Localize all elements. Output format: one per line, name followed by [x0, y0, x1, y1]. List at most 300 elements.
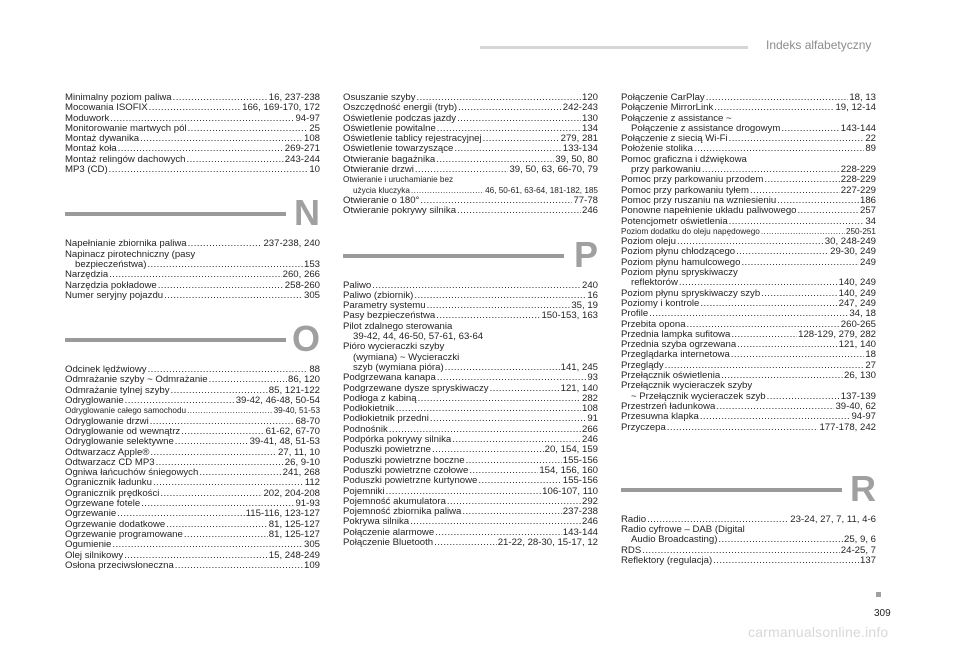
leader-dots: [469, 466, 538, 476]
leader-dots: [164, 291, 303, 301]
leader-dots: [160, 489, 262, 499]
leader-dots: [706, 93, 849, 103]
entry-pages: 77-78: [573, 194, 598, 206]
entry-term: Profile: [621, 308, 649, 320]
entry-term: Połączenie z assistance ~: [621, 112, 732, 124]
entry-pages: 134: [581, 122, 598, 134]
entry-term: RDS: [621, 544, 642, 556]
entry-pages: 237-238, 240: [263, 238, 320, 250]
entry-pages: 240: [581, 279, 598, 291]
leader-dots: [175, 561, 303, 571]
leader-dots: [188, 124, 309, 134]
entry-term: Radio: [621, 513, 647, 525]
letter-rule: [621, 488, 842, 492]
entry-pages: 94-97: [851, 411, 876, 423]
watermark-text: carmanualsonline.info: [748, 624, 889, 640]
leader-dots: [411, 186, 484, 196]
entry-pages: 305: [303, 539, 320, 551]
letter-rule: [65, 212, 286, 216]
letter-head-r: [621, 469, 876, 509]
entry-pages: 269-271: [284, 143, 320, 155]
entry-pages: 10: [309, 164, 320, 176]
entry-pages: 19, 12-14: [835, 102, 876, 114]
letter-o: O: [291, 318, 320, 360]
entry-term: Oświetlenie towarzyszące: [343, 143, 454, 155]
entry-pages: 26, 130: [843, 370, 876, 382]
entry-term: Podłokietnik przedni: [343, 413, 429, 425]
group-r: [621, 515, 876, 566]
letter-rule: [65, 338, 286, 342]
entry-pages: 128-129, 279, 282: [798, 328, 876, 340]
entry-term: Poziom płynu hamulcowego: [621, 256, 741, 268]
entry-term: Napełnianie zbiornika paliwa: [65, 238, 187, 250]
entry-pages: 247, 249: [838, 297, 876, 309]
index-entry: [621, 217, 876, 227]
entry-term: Otwieranie o 180°: [343, 194, 420, 206]
leader-dots: [437, 373, 587, 383]
entry-term: Przednia szyba ogrzewana: [621, 339, 737, 351]
entry-pages: 39, 50, 80: [555, 153, 598, 165]
entry-term: Ponowne napełnienie układu paliwowego: [621, 205, 797, 217]
entry-term: Odtwarzacz Apple®: [65, 446, 150, 458]
group-o: [65, 365, 320, 571]
leader-dots: [447, 497, 581, 507]
entry-pages: 91: [587, 413, 598, 425]
entry-term: reflektorów: [631, 277, 678, 289]
leader-dots: [797, 206, 859, 216]
entry-pages: 34, 18: [849, 308, 876, 320]
leader-dots: [199, 468, 281, 478]
leader-dots: [718, 535, 843, 545]
entry-pages: 39-42, 46-48, 50-54: [235, 395, 320, 407]
leader-dots: [457, 206, 581, 216]
index-entry: [65, 291, 320, 301]
leader-dots: [418, 394, 581, 404]
entry-term: Pojemność akumulatora: [343, 495, 446, 507]
entry-pages: 16, 237-238: [268, 92, 320, 103]
entry-term: Pojemność zbiornika paliwa: [343, 506, 462, 518]
entry-term: Osuszanie szyby: [343, 92, 416, 103]
entry-term: Położenie stolika: [621, 143, 693, 155]
entry-pages: 246: [581, 434, 598, 446]
entry-pages: 22: [865, 133, 876, 145]
entry-term: Poziom płynu spryskiwaczy szyb: [621, 287, 761, 299]
index-column-2: [343, 93, 598, 548]
entry-pages: 30, 248-249: [824, 236, 876, 248]
entry-term: Ogrzewanie: [65, 508, 117, 520]
entry-term: Poziomy i kontrole: [621, 297, 700, 309]
entry-pages: 257: [859, 205, 876, 217]
leader-dots: [188, 239, 263, 249]
entry-pages: 108: [303, 133, 320, 145]
index-entry: [65, 165, 320, 175]
leader-dots: [187, 406, 272, 416]
entry-pages: 26, 9-10: [284, 456, 320, 468]
entry-term: użycia kluczyka: [353, 185, 410, 195]
entry-pages: 61-62, 67-70: [265, 425, 320, 437]
entry-term: Przełącznik oświetlenia: [621, 370, 721, 382]
entry-term: Pokrywa silnika: [343, 516, 410, 528]
entry-pages: 21-22, 28-30, 15-17, 12: [497, 536, 598, 548]
leader-dots: [410, 517, 581, 527]
leader-dots: [478, 476, 561, 486]
entry-pages: 106-107, 110: [542, 485, 598, 497]
entry-pages: 25, 9, 6: [843, 534, 876, 546]
entry-pages: 120: [581, 92, 598, 103]
index-entry: [621, 423, 876, 433]
leader-dots: [700, 299, 837, 309]
leader-dots: [462, 507, 561, 517]
entry-pages: 153: [303, 258, 320, 270]
entry-term: Odmrażanie szyby ~ Odmrażanie: [65, 374, 208, 386]
entry-term: Odryglowanie całego samochodu: [65, 406, 187, 416]
entry-term: Montaż koła: [65, 143, 117, 155]
entry-term: Poduszki powietrzne kurtynowe: [343, 475, 478, 487]
leader-dots: [434, 538, 497, 548]
entry-pages: 292: [581, 495, 598, 507]
entry-pages: 246: [581, 516, 598, 528]
entry-term: Odryglowanie: [65, 395, 124, 407]
letter-rule: [343, 254, 564, 258]
entry-term: Odtwarzacz CD MP3: [65, 456, 155, 468]
entry-pages: 186: [859, 194, 876, 206]
leader-dots: [781, 124, 839, 134]
entry-pages: 121, 140: [560, 382, 598, 394]
entry-term: Przednia lampka sufitowa: [621, 328, 731, 340]
entry-pages: 140, 249: [838, 287, 876, 299]
leader-dots: [667, 423, 819, 433]
entry-term: Ogrzewanie dodatkowe: [65, 518, 166, 530]
leader-dots: [112, 540, 303, 550]
leader-dots: [741, 258, 859, 268]
entry-term: Oświetlenie tablicy rejestracyjnej: [343, 133, 482, 145]
entry-pages: 15, 248-249: [268, 549, 320, 561]
entry-term: Narzędzia: [65, 269, 109, 281]
entry-term: (wymiana) ~ Wycieraczki: [353, 351, 460, 363]
leader-dots: [149, 103, 241, 113]
entry-pages: 109: [303, 559, 320, 571]
leader-dots: [414, 291, 586, 301]
entry-term: Otwieranie drzwi: [343, 164, 414, 176]
entry-term: Audio Broadcasting): [631, 534, 718, 546]
entry-term: Pomoc graficzna i dźwiękowa: [621, 153, 747, 165]
entry-pages: 246: [581, 205, 598, 217]
group-n: [65, 239, 320, 301]
leader-dots: [764, 175, 839, 185]
group-p2: [621, 93, 876, 433]
entry-term: MP3 (CD): [65, 164, 108, 176]
leader-dots: [175, 437, 249, 447]
entry-term: Odcinek lędźwiowy: [65, 364, 147, 376]
entry-term: Minimalny poziom paliwa: [65, 92, 172, 103]
leader-dots: [454, 144, 561, 154]
entry-term: Pomoc przy ruszaniu na wzniesieniu: [621, 194, 777, 206]
group-p: [343, 281, 598, 549]
index-entry: [343, 373, 598, 383]
leader-dots: [458, 103, 562, 113]
entry-pages: 141, 245: [560, 361, 598, 373]
entry-term: Przebita opona: [621, 318, 686, 330]
entry-term: Pomoc przy parkowaniu tyłem: [621, 184, 749, 196]
entry-pages: 81, 125-127: [268, 518, 320, 530]
index-column-3: [621, 93, 876, 566]
entry-term: Przełącznik wycieraczek szyby: [621, 380, 753, 392]
leader-dots: [649, 309, 848, 319]
entry-term: Przeglądy: [621, 359, 664, 371]
entry-pages: 227-229: [840, 184, 876, 196]
entry-term: Poziom dodatku do oleju napędowego: [621, 226, 760, 236]
entry-pages: 18: [865, 349, 876, 361]
entry-term: Pomoc przy parkowaniu przodem: [621, 174, 764, 186]
entry-term: Podnośnik: [343, 423, 388, 435]
entry-pages: 18, 13: [849, 92, 876, 103]
entry-pages: 27: [865, 359, 876, 371]
section-title: Indeks alfabetyczny: [766, 38, 872, 52]
entry-term: Ogranicznik ładunku: [65, 477, 152, 489]
entry-term: Numer seryjny pojazdu: [65, 289, 164, 301]
entry-pages: 27, 11, 10: [278, 446, 320, 458]
entry-pages: 137-139: [840, 390, 876, 402]
entry-pages: 237-238: [562, 506, 598, 518]
entry-term: Olej silnikowy: [65, 549, 124, 561]
entry-term: Pasy bezpieczeństwa: [343, 310, 436, 322]
entry-term: Poduszki powietrzne czołowe: [343, 464, 469, 476]
page-number: 309: [874, 608, 891, 619]
letter-head-p: [343, 235, 598, 275]
entry-pages: 266: [581, 423, 598, 435]
entry-pages: 88: [309, 364, 320, 376]
group-m: [65, 93, 320, 175]
entry-term: Napinacz pirotechniczny (pasy: [65, 248, 196, 260]
entry-term: Połączenie alarmowe: [343, 526, 435, 538]
entry-term: Poziom oleju: [621, 236, 676, 248]
entry-term: Pióro wycieraczki szyby: [343, 341, 445, 353]
leader-dots: [716, 402, 834, 412]
leader-dots: [767, 392, 840, 402]
entry-term: Otwieranie i uruchamianie bez: [343, 175, 454, 185]
entry-pages: 115-116, 123-127: [245, 508, 320, 520]
entry-term: 39-42, 44, 46-50, 57-61, 63-64: [353, 331, 484, 343]
entry-term: Poziom płynu spryskiwaczy: [621, 267, 738, 279]
leader-dots: [187, 155, 284, 165]
entry-pages: 242-243: [562, 102, 598, 114]
entry-term: Odryglowanie selektywne: [65, 436, 174, 448]
entry-pages: 39-40, 51-53: [273, 406, 320, 416]
entry-pages: 150-153, 163: [541, 310, 598, 322]
entry-pages: 108: [581, 403, 598, 415]
entry-pages: 39-40, 62: [835, 400, 876, 412]
entry-term: Pilot zdalnego sterowania: [343, 320, 453, 332]
entry-pages: 121, 140: [838, 339, 876, 351]
letter-n: N: [294, 192, 320, 234]
entry-term: Połączenie MirrorLink: [621, 102, 714, 114]
entry-pages: 133-134: [562, 143, 598, 155]
entry-term: Osłona przeciwsłoneczna: [65, 559, 174, 571]
entry-pages: 202, 204-208: [263, 487, 320, 499]
entry-pages: 249: [859, 256, 876, 268]
leader-dots: [415, 165, 509, 175]
entry-term: Oświetlenie powitalne: [343, 122, 436, 134]
leader-dots: [457, 114, 581, 124]
entry-term: Odryglowanie od wewnątrz: [65, 425, 181, 437]
entry-term: Montaż relingów dachowych: [65, 153, 186, 165]
entry-term: Podłoga z kabiną: [343, 392, 417, 404]
entry-pages: 177-178, 242: [819, 421, 876, 433]
leader-dots: [714, 103, 834, 113]
entry-term: Przeglądarka internetowa: [621, 349, 730, 361]
entry-pages: 228-229: [840, 174, 876, 186]
entry-pages: 166, 169-170, 172: [242, 102, 320, 114]
entry-term: Podpórka pokrywy silnika: [343, 434, 452, 446]
entry-term: Poduszki powietrzne boczne: [343, 454, 465, 466]
entry-pages: 39-41, 48, 51-53: [249, 436, 320, 448]
leader-dots: [445, 363, 560, 373]
entry-term: Poziom płynu chłodzącego: [621, 246, 736, 258]
entry-pages: 81, 125-127: [268, 528, 320, 540]
leader-dots: [729, 217, 865, 227]
entry-term: Odryglowanie drzwi: [65, 415, 149, 427]
index-entry: [65, 540, 320, 550]
leader-dots: [731, 330, 797, 340]
entry-term: Montaż dywanika: [65, 133, 140, 145]
entry-term: Oszczędność energii (tryb): [343, 102, 458, 114]
entry-term: Przyczepa: [621, 421, 666, 433]
index-entry: [65, 437, 320, 447]
entry-pages: 29-30, 249: [830, 246, 876, 258]
entry-pages: 85, 121-122: [268, 384, 320, 396]
index-entry: [343, 538, 598, 548]
entry-pages: 241, 268: [282, 467, 320, 479]
index-entry: [65, 396, 320, 406]
leader-dots: [125, 396, 235, 406]
header-rule: [480, 46, 748, 49]
entry-pages: 137: [859, 554, 876, 566]
entry-pages: 140, 249: [838, 277, 876, 289]
entry-pages: 34: [865, 215, 876, 227]
entry-term: Moduwork: [65, 112, 110, 124]
leader-dots: [736, 247, 829, 257]
entry-term: Przestrzeń ładunkowa: [621, 400, 716, 412]
index-entry: [621, 299, 876, 309]
leader-dots: [158, 281, 284, 291]
entry-pages: 86, 120: [287, 374, 320, 386]
entry-term: Mocowania ISOFIX: [65, 102, 148, 114]
entry-term: Pojemniki: [343, 485, 385, 497]
entry-term: Podgrzewana kanapa: [343, 372, 436, 384]
leader-dots: [713, 556, 859, 566]
entry-term: ~ Przełącznik wycieraczek szyb: [631, 390, 766, 402]
entry-term: Przesuwna klapka: [621, 411, 699, 423]
letter-head-n: [65, 193, 320, 233]
entry-pages: 143-144: [840, 122, 876, 134]
entry-pages: 258-260: [284, 279, 320, 291]
entry-term: Połączenie Bluetooth: [343, 536, 434, 548]
entry-term: Ogrzewanie programowane: [65, 528, 183, 540]
entry-term: Podgrzewane dysze spryskiwaczy: [343, 382, 489, 394]
index-entry: [621, 309, 876, 319]
entry-term: Parametry systemu: [343, 300, 426, 312]
index-entry: [343, 476, 598, 486]
letter-r: R: [850, 467, 876, 509]
leader-dots: [490, 384, 560, 394]
index-entry: [621, 412, 876, 422]
index-entry: [621, 556, 876, 566]
letter-p: P: [573, 233, 598, 275]
leader-dots: [150, 448, 277, 458]
entry-pages: 112: [304, 477, 320, 489]
entry-pages: 46, 50-61, 63-64, 181-182, 185: [485, 185, 598, 195]
entry-pages: 155-156: [562, 475, 598, 487]
entry-term: Otwieranie bagażnika: [343, 153, 436, 165]
entry-term: Monitorowanie martwych pól: [65, 122, 187, 134]
entry-pages: 243-244: [284, 153, 320, 165]
entry-term: Paliwo (zbiornik): [343, 289, 414, 301]
entry-pages: 39, 50, 63, 66-70, 79: [509, 164, 598, 176]
entry-pages: 68-70: [295, 415, 320, 427]
leader-dots: [430, 414, 586, 424]
entry-pages: 24-25, 7: [840, 544, 876, 556]
entry-pages: 20, 154, 159: [544, 444, 598, 456]
entry-pages: 16: [587, 289, 598, 301]
index-entry: [343, 175, 598, 185]
entry-term: przy parkowaniu: [631, 164, 701, 176]
entry-pages: 143-144: [562, 526, 598, 538]
entry-term: Ogniwa łańcuchów śniegowych: [65, 467, 199, 479]
leader-dots: [737, 340, 837, 350]
entry-term: Ogranicznik prędkości: [65, 487, 160, 499]
index-column-1: [65, 93, 320, 571]
leader-dots: [729, 134, 865, 144]
leader-dots: [140, 134, 303, 144]
letter-head-o: [65, 319, 320, 359]
index-entry: [343, 165, 598, 175]
entry-term: Podłokietnik: [343, 403, 395, 415]
leader-dots: [109, 165, 309, 175]
entry-term: Potencjometr oświetlenia: [621, 215, 728, 227]
entry-term: Otwieranie pokrywy silnika: [343, 205, 457, 217]
entry-pages: 35, 19: [571, 300, 598, 312]
leader-dots: [731, 350, 865, 360]
entry-pages: 91-93: [295, 498, 320, 510]
entry-pages: 279, 281: [560, 133, 598, 145]
entry-term: Poduszki powietrzne: [343, 444, 431, 456]
entry-term: Połączenie z siecią Wi-Fi: [621, 133, 728, 145]
entry-term: Radio cyfrowe – DAB (Digital: [621, 524, 745, 536]
entry-term: Oświetlenie podczas jazdy: [343, 112, 457, 124]
entry-term: Odmrażanie tylnej szyby: [65, 384, 170, 396]
leader-dots: [761, 289, 837, 299]
entry-pages: 130: [581, 112, 598, 124]
entry-pages: 94-97: [295, 112, 320, 124]
entry-pages: 305: [303, 289, 320, 301]
entry-term: Paliwo: [343, 279, 372, 291]
entry-term: Ogumienie: [65, 539, 112, 551]
leader-dots: [184, 530, 268, 540]
entry-term: bezpieczeństwa): [75, 258, 147, 270]
entry-term: Narzędzia pokładowe: [65, 279, 157, 291]
entry-pages: 155-156: [562, 454, 598, 466]
entry-pages: 250-251: [845, 226, 876, 236]
leader-dots: [147, 260, 303, 270]
entry-pages: 260, 266: [282, 269, 320, 281]
leader-dots: [483, 134, 560, 144]
index-entry: [65, 561, 320, 571]
entry-pages: 25: [309, 122, 320, 134]
entry-pages: 260-265: [840, 318, 876, 330]
entry-pages: 228-229: [840, 164, 876, 176]
entry-pages: 89: [865, 143, 876, 155]
entry-term: Reflektory (regulacja): [621, 554, 713, 566]
